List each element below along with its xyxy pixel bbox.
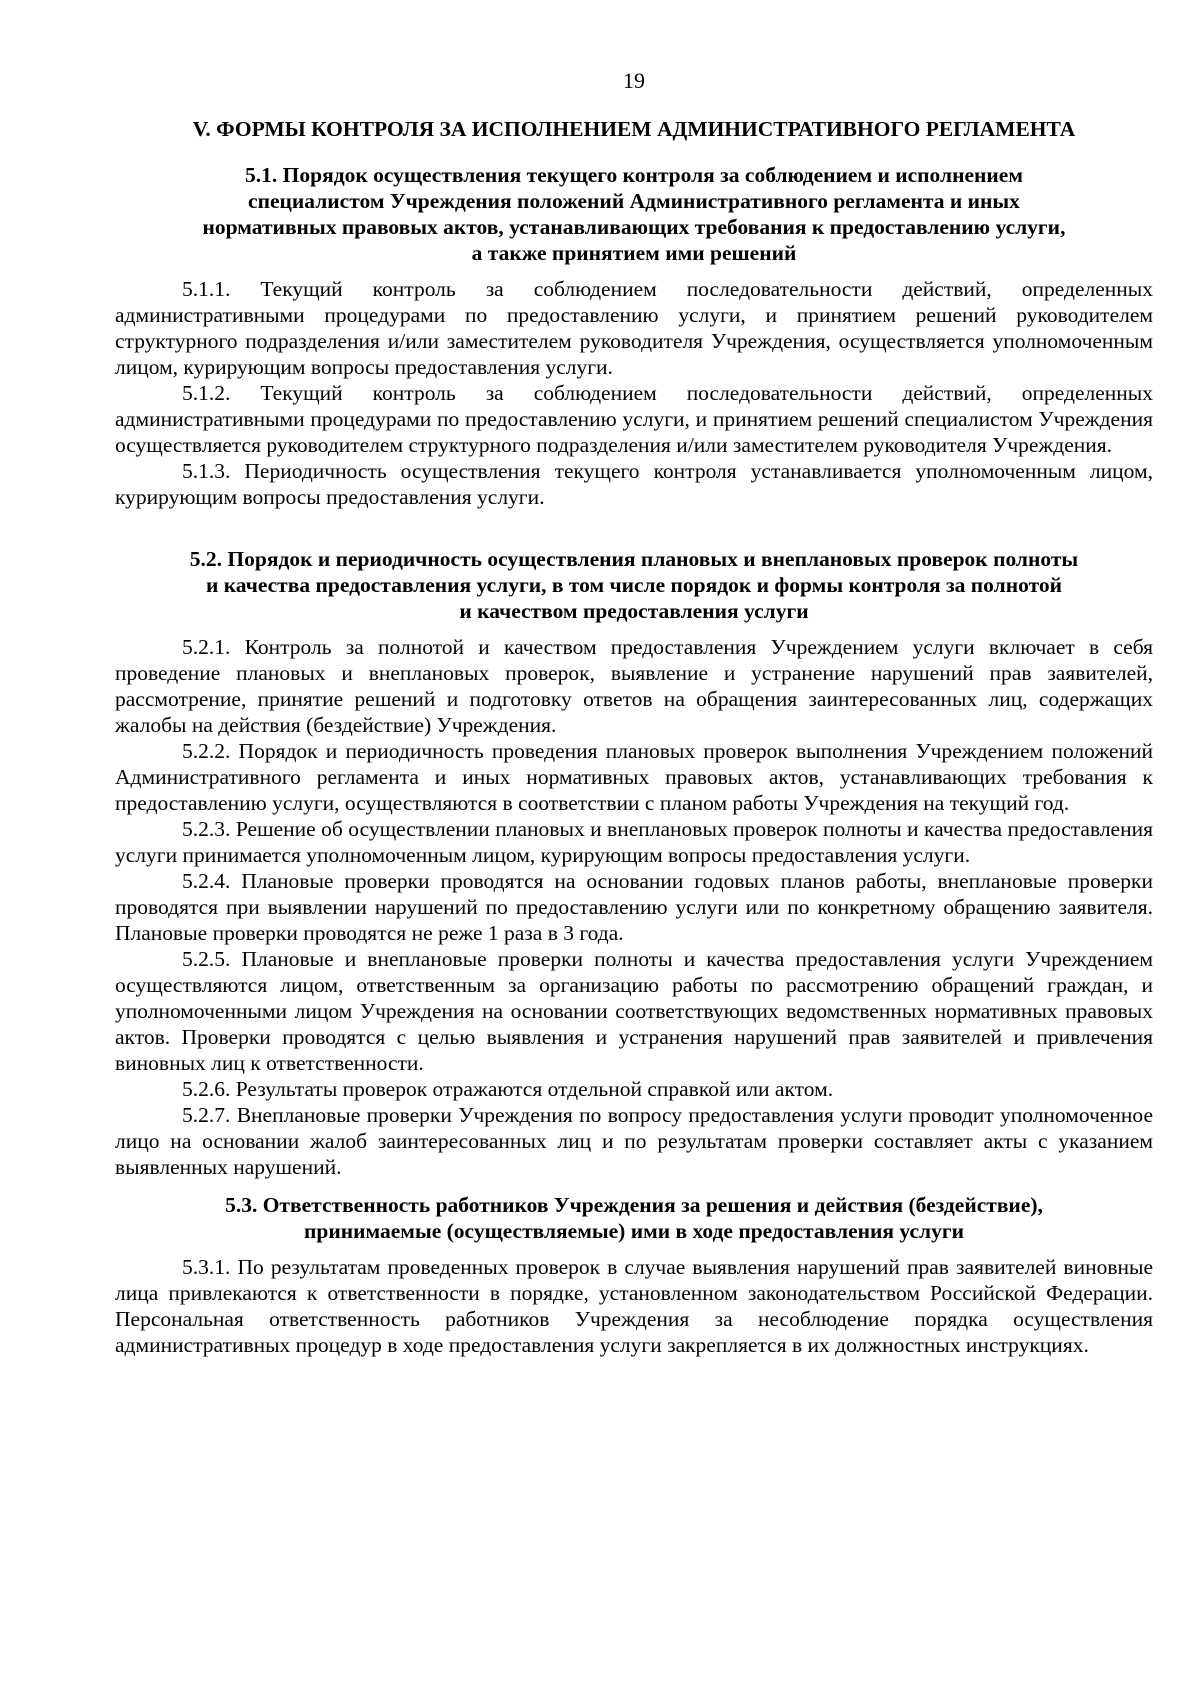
paragraph-5-1-2: 5.1.2. Текущий контроль за соблюдением последовательности действий, определенных административными процедурами по предоставлению услуги, и принятием решений специалистом Учреждения осуществляется руководителем структурного подразделения и/или заместителем руководителя Учреждения. — [115, 381, 1153, 457]
chapter-title: V. ФОРМЫ КОНТРОЛЯ ЗА ИСПОЛНЕНИЕМ АДМИНИСТРАТИВНОГО РЕГЛАМЕНТА — [192, 117, 1076, 141]
section-title-line: и качеством предоставления услуги — [459, 599, 809, 623]
section-title — [115, 1192, 1153, 1244]
section-title-line: 5.2. Порядок и периодичность осуществления плановых и внеплановых проверок полноты — [189, 547, 1079, 571]
paragraph-5-1-1: 5.1.1. Текущий контроль за соблюдением последовательности действий, определенных административными процедурами по предоставлению услуги, и принятием решений руководителем структурного подразделения и/или заместителем руководителя Учреждения, осуществляется уполномоченным лицом, курирующим вопросы предоставления услуги. — [115, 277, 1153, 379]
section-title-line: нормативных правовых актов, устанавливающих требования к предоставлению услуги, — [202, 215, 1066, 239]
document-page — [115, 68, 1153, 1370]
section-title-line: 5.1. Порядок осуществления текущего контроля за соблюдением и исполнением — [245, 163, 1023, 187]
paragraph-5-2-4: 5.2.4. Плановые проверки проводятся на основании годовых планов работы, внеплановые проверки проводятся при выявлении нарушений по предоставлению услуги или по конкретному обращению заявителя. Плановые проверки проводятся не реже 1 раза в 3 года. — [115, 869, 1153, 945]
section-title-line: а также принятием ими решений — [471, 241, 797, 265]
paragraph-5-2-5: 5.2.5. Плановые и внеплановые проверки полноты и качества предоставления услуги Учреждением осуществляются лицом, ответственным за организацию работы по рассмотрению обращений граждан, и уполномоченными лицом Учреждения на основании соответствующих ведомственных нормативных правовых актов. Проверки проводятся с целью выявления и устранения нарушений прав заявителей и привлечения виновных лиц к ответственности. — [115, 947, 1153, 1075]
section-title-line: 5.3. Ответственность работников Учреждения за решения и действия (бездействие), — [225, 1193, 1043, 1217]
section-title-line: и качества предоставления услуги, в том числе порядок и формы контроля за полнотой — [205, 573, 1062, 597]
section-5-2 — [115, 546, 1153, 1180]
page-number: 19 — [623, 68, 645, 93]
paragraph-5-2-7: 5.2.7. Внеплановые проверки Учреждения по вопросу предоставления услуги проводит уполномоченное лицо на основании жалоб заинтересованных лиц и по результатам проверки составляет акты с указанием выявленных нарушений. — [115, 1103, 1153, 1179]
paragraph-5-2-6: 5.2.6. Результаты проверок отражаются отдельной справкой или актом. — [182, 1077, 834, 1101]
section-5-1 — [115, 162, 1153, 510]
section-title-line: принимаемые (осуществляемые) ими в ходе предоставления услуги — [304, 1219, 964, 1243]
paragraph-5-1-3: 5.1.3. Периодичность осуществления текущего контроля устанавливается уполномоченным лицом, курирующим вопросы предоставления услуги. — [115, 459, 1153, 509]
section-title — [115, 162, 1153, 266]
paragraph-5-2-2: 5.2.2. Порядок и периодичность проведения плановых проверок выполнения Учреждением положений Административного регламента и иных нормативных правовых актов, устанавливающих требования к предоставлению услуги, осуществляются в соответствии с планом работы Учреждения на текущий год. — [115, 739, 1153, 815]
paragraph-5-3-1: 5.3.1. По результатам проведенных проверок в случае выявления нарушений прав заявителей виновные лица привлекаются к ответственности в порядке, установленном законодательством Российской Федерации. Персональная ответственность работников Учреждения за несоблюдение порядка осуществления административных процедур в ходе предоставления услуги закрепляется в их должностных инструкциях. — [115, 1255, 1153, 1357]
section-5-3 — [115, 1192, 1153, 1358]
section-title-line: специалистом Учреждения положений Административного регламента и иных — [248, 189, 1020, 213]
section-title — [115, 546, 1153, 624]
paragraph-5-2-1: 5.2.1. Контроль за полнотой и качеством предоставления Учреждением услуги включает в себя проведение плановых и внеплановых проверок, выявление и устранение нарушений прав заявителей, рассмотрение, принятие решений и подготовку ответов на обращения заинтересованных лиц, содержащих жалобы на действия (бездействие) Учреждения. — [115, 635, 1153, 737]
paragraph-5-2-3: 5.2.3. Решение об осуществлении плановых и внеплановых проверок полноты и качества предоставления услуги принимается уполномоченным лицом, курирующим вопросы предоставления услуги. — [115, 817, 1153, 867]
